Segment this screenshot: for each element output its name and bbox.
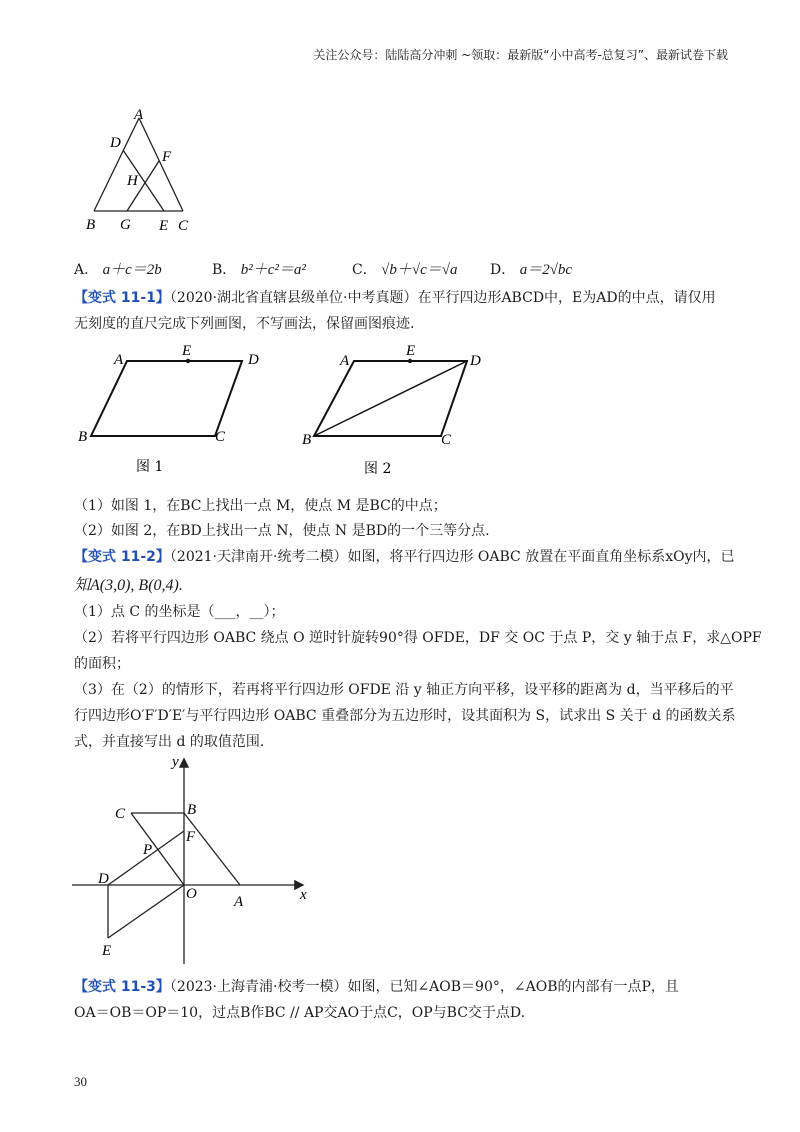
point-d-label: D	[98, 871, 109, 887]
q11-3-text: （2023·上海青浦·校考一模）如图，已知∠AOB＝90°，∠AOB的内部有一点P，且	[169, 979, 679, 995]
point-e-label: E	[102, 943, 112, 959]
q11-1-line1	[74, 287, 716, 307]
q11-2-part3a: （3）在（2）的情形下，若再将平行四边形 OFDE 沿 y 轴正方向平移，设平移的距离为 d，当平移后的平	[74, 682, 734, 698]
fig2-label-c: C	[441, 432, 452, 448]
page-header: 关注公众号：陆陆高分冲刺 ~领取：最新版“小中高考-总复习”、最新试卷下载	[313, 48, 728, 62]
option-letter: D．	[490, 262, 516, 278]
option-letter: C．	[352, 262, 377, 278]
option-a	[74, 258, 162, 279]
parallelogram-fig1	[91, 361, 242, 436]
q11-2-part3b: 行四边形O′F′D′E′与平行四边形 OABC 重叠部分为五边形时，设其面积为 S，试求出 S 关于 d 的函数关系	[74, 708, 736, 724]
q11-2-line1	[74, 546, 734, 566]
segment-ba	[184, 813, 240, 885]
q11-1-part2: （2）如图 2，在BD上找出一点 N，使点 N 是BD的一个三等分点.	[74, 523, 490, 539]
option-expr: √b＋√c＝√a	[381, 262, 458, 278]
fig1-label-e: E	[182, 343, 192, 359]
fig2-caption: 图 2	[364, 461, 392, 477]
segment-co	[131, 813, 184, 885]
option-expr: a＋c＝2b	[102, 262, 162, 278]
segment-eo	[108, 885, 184, 938]
point-e-fig1	[186, 359, 190, 363]
label-d: D	[110, 135, 121, 151]
q11-1-tag: 【变式 11-1】	[74, 290, 170, 306]
x-axis-label: x	[300, 887, 307, 903]
y-axis-label: y	[172, 754, 179, 770]
q11-2-line2	[74, 572, 183, 595]
q11-1-part1: （1）如图 1，在BC上找出一点 M，使点 M 是BC的中点；	[74, 498, 447, 514]
q11-1-line2: 无刻度的直尺完成下列画图，不写画法，保留画图痕迹.	[74, 316, 415, 332]
option-expr: b²＋c²＝a²	[240, 262, 306, 278]
label-a: A	[134, 107, 144, 123]
q11-2-text: （2021·天津南开·统考二模）如图，将平行四边形 OABC 放置在平面直角坐标系xOy内，已	[169, 549, 735, 565]
coordinate-figure	[60, 752, 320, 967]
label-e: E	[159, 218, 169, 234]
fig1-label-c: C	[215, 429, 226, 445]
option-c	[352, 258, 458, 279]
q11-1-text: （2020·湖北省直辖县级单位·中考真题）在平行四边形ABCD中，E为AD的中点，请仅用	[169, 290, 716, 306]
label-g: G	[120, 217, 131, 233]
fig1-label-d: D	[248, 352, 259, 368]
parallelogram-figures	[74, 340, 514, 480]
option-letter: A．	[74, 262, 99, 278]
point-a-label: A	[234, 894, 244, 910]
q11-2-part2b: 的面积；	[74, 656, 130, 672]
q11-3-tag: 【变式 11-3】	[74, 979, 170, 995]
fig2-label-e: E	[406, 343, 416, 359]
label-h: H	[127, 173, 138, 189]
q11-2-part2a: （2）若将平行四边形 OABC 绕点 O 逆时针旋转90°得 OFDE，DF 交 OC 于点 P，交 y 轴于点 F，求△OPF	[74, 630, 762, 646]
fig2-label-d: D	[470, 353, 481, 369]
point-b-label: B	[187, 802, 197, 818]
page-number: 30	[74, 1074, 87, 1089]
q11-3-line2: OA＝OB＝OP＝10，过点B作BC // AP交AO于点C，OP与BC交于点D.	[74, 1005, 526, 1021]
fig2-label-b: B	[302, 432, 312, 448]
triangle-figure	[80, 105, 210, 235]
fig1-label-a: A	[114, 352, 124, 368]
q11-3-line1	[74, 976, 679, 996]
point-p-label: P	[143, 842, 153, 858]
fig1-label-b: B	[78, 429, 88, 445]
option-d	[490, 258, 572, 279]
edge-ac	[139, 118, 183, 211]
point-o-label: O	[186, 886, 197, 902]
fig2-label-a: A	[340, 353, 350, 369]
q11-2-part1: （1）点 C 的坐标是（___，__）；	[74, 604, 285, 620]
point-c-label: C	[115, 806, 126, 822]
q11-2-coords: 知A(3,0), B(0,4).	[74, 577, 183, 594]
option-expr: a＝2√bc	[519, 262, 573, 278]
segment-df	[108, 831, 184, 885]
fig1-caption: 图 1	[136, 459, 164, 475]
point-f-label: F	[186, 829, 196, 845]
q11-2-tag: 【变式 11-2】	[74, 549, 170, 565]
option-letter: B．	[212, 262, 237, 278]
label-c: C	[178, 218, 189, 234]
option-b	[212, 258, 306, 279]
q11-2-part3c: 式，并直接写出 d 的取值范围.	[74, 734, 265, 750]
point-e-fig2	[408, 359, 412, 363]
label-b: B	[86, 217, 96, 233]
label-f: F	[162, 149, 172, 165]
